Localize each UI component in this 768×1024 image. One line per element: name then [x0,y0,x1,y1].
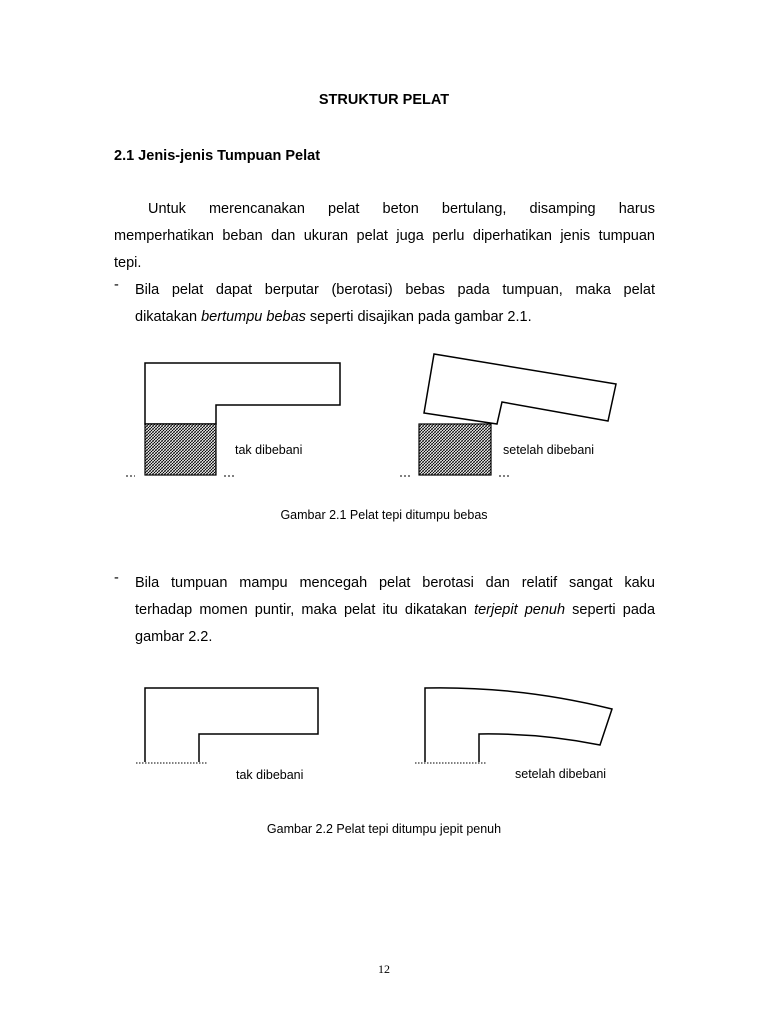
page-title: STRUKTUR PELAT [318,92,450,108]
section-heading: 2.1 Jenis-jenis Tumpuan Pelat [114,148,321,164]
figure2-left-diagram [136,688,318,763]
paragraph-line-1: Untuk merencanakan pelat beton bertulang, disamping harus [148,201,655,217]
figure1-caption: Gambar 2.1 Pelat tepi ditumpu bebas [280,508,488,522]
figure1-left-diagram [126,363,340,476]
bullet2-line-3: gambar 2.2. [135,629,213,645]
paragraph-line-2: memperhatikan beban dan ukuran pelat juga perlu diperhatikan jenis tumpuan [114,228,655,244]
figure1-right-diagram [400,354,616,476]
bullet1-line-1: Bila pelat dapat berputar (berotasi) bebas pada tumpuan, maka pelat [135,282,655,298]
bullet2-line-1: Bila tumpuan mampu mencegah pelat berotasi dan relatif sangat kaku [135,575,655,591]
paragraph-line-3: tepi. [114,255,142,271]
figure1-label-unloaded: tak dibebani [235,443,303,457]
figure2-right-diagram [415,688,612,763]
bullet1-line-2: dikatakan bertumpu bebas seperti disajikan pada gambar 2.1. [135,309,532,325]
bullet-marker: - [114,277,119,293]
page-number: 12 [378,962,390,976]
bullet-marker: - [114,570,119,586]
figure1-label-loaded: setelah dibebani [503,443,595,457]
figure2-caption: Gambar 2.2 Pelat tepi ditumpu jepit penuh [266,822,502,836]
figure2-label-loaded: setelah dibebani [515,767,607,781]
bullet2-line-2: terhadap momen puntir, maka pelat itu dikatakan terjepit penuh seperti pada [135,602,656,618]
figure2-label-unloaded: tak dibebani [236,768,304,782]
